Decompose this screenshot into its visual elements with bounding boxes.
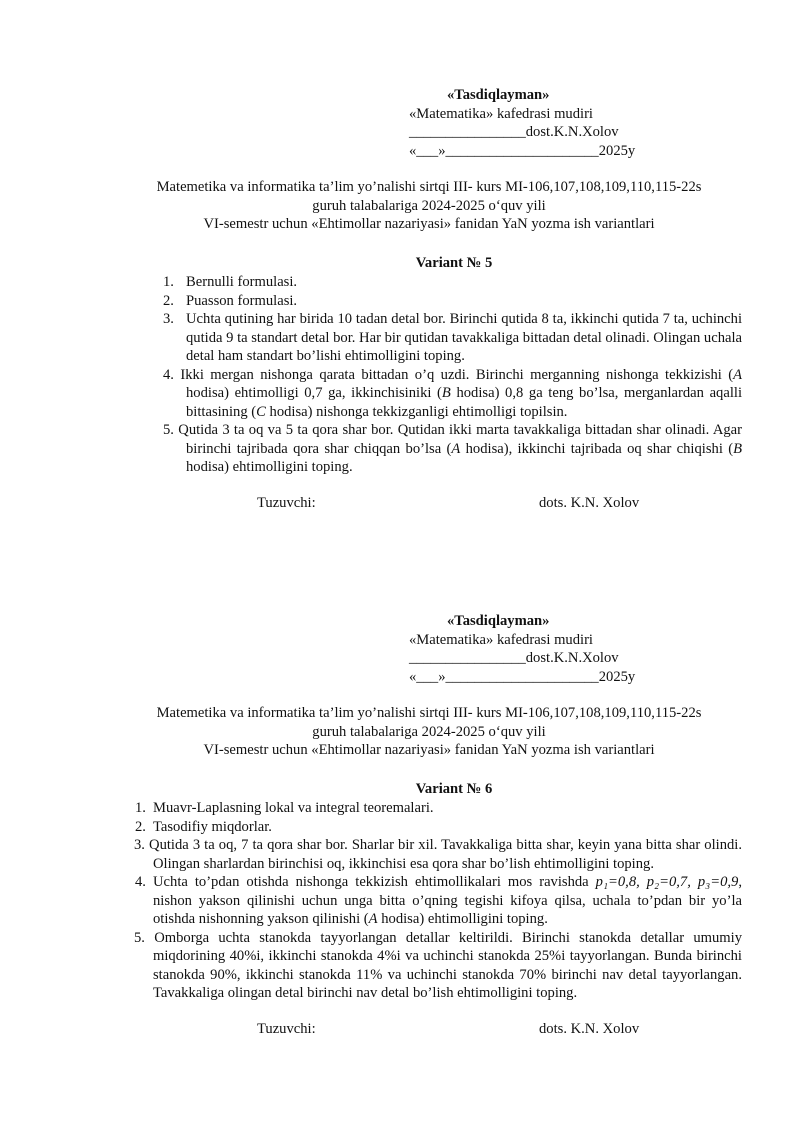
task-text: Uchta to’pdan otishda nishonga tekkizish ehtimollikalari mos ravishda p₁=0,8, p₂=0,7, p₃=0,9, nishon yakson qilinishi uchun unga bitta o’qning tegishi kifoya qilsa, uchala to’pdan bir yo’la otishda nishonning yakson qilinishi (A hodisa) ehtimolligini toping. bbox=[153, 874, 742, 927]
task-number: 5. bbox=[134, 929, 145, 946]
task-text: Uchta qutining har birida 10 tadan detal bor. Birinchi qutida 8 ta, ikkinchi qutida 7 ta, uchinchi qutida 9 ta standart detal bor. Har bir qutidan tavakkaliga bittadan detal olinadi. Olingan uchala detal ham standart bo’lishi ehtimolligini toping. bbox=[186, 311, 743, 364]
heading-line-1: Matemetika va informatika ta’lim yo’nalishi sirtqi III- kurs MI-106,107,108,109,110,115-22s bbox=[156, 179, 702, 195]
task-item bbox=[0, 310, 800, 366]
approval-date-line: «___»_____________________2025y bbox=[409, 142, 636, 159]
task-number: 2. bbox=[163, 292, 174, 309]
author-label: Tuzuvchi: bbox=[257, 1021, 316, 1037]
heading-line-2: guruh talabalariga 2024-2025 o‘quv yili bbox=[312, 197, 546, 214]
task-item bbox=[0, 818, 800, 837]
author-name: dots. K.N. Xolov bbox=[539, 1021, 640, 1037]
task-number: 4. bbox=[135, 874, 146, 890]
task-item bbox=[0, 873, 800, 929]
author-label: Tuzuvchi: bbox=[257, 495, 316, 511]
task-list bbox=[0, 273, 800, 477]
variant-title: Variant № 6 bbox=[415, 781, 493, 797]
approval-stamp bbox=[409, 612, 709, 686]
task-text: Bernulli formulasi. bbox=[186, 274, 298, 290]
approval-signature-line: ________________dost.K.N.Xolov bbox=[409, 124, 619, 140]
approval-title: «Tasdiqlayman» bbox=[447, 87, 550, 103]
approval-stamp bbox=[409, 86, 709, 160]
task-item bbox=[0, 421, 800, 477]
task-item bbox=[0, 292, 800, 311]
task-text: 5. Qutida 3 ta oq va 5 ta qora shar bor. Qutidan ikki marta tavakkaliga bittadan shar olinadi. Agar birinchi tajribada qora shar chiqqan bo’lsa (A hodisa), ikkinchi tajribada oq shar chiqishi (B hodisa) ehtimolligini toping. bbox=[163, 422, 742, 475]
task-text: Puasson formulasi. bbox=[186, 292, 298, 309]
task-text: 4. Ikki mergan nishonga qarata bittadan o’q uzdi. Birinchi merganning nishonga tekkizishi (A hodisa) ehtimolligi 0,7 ga, ikkinchisiniki (B hodisa) 0,8 ga teng bo’lsa, merganlardan aqalli bittasining (C hodisa) nishonga tekkizganligi ehtimolligi topilsin. bbox=[163, 366, 742, 420]
approval-department: «Matematika» kafedrasi mudiri bbox=[409, 631, 593, 648]
task-item bbox=[0, 799, 800, 818]
task-list bbox=[0, 799, 800, 1003]
heading-line-2: guruh talabalariga 2024-2025 o‘quv yili bbox=[312, 723, 546, 740]
task-number: 3. bbox=[134, 837, 145, 853]
approval-title: «Tasdiqlayman» bbox=[447, 613, 550, 629]
document-heading bbox=[0, 704, 800, 760]
task-number: 1. bbox=[163, 274, 174, 290]
task-number: 3. bbox=[163, 311, 174, 327]
task-item bbox=[0, 836, 800, 873]
approval-signature-line: ________________dost.K.N.Xolov bbox=[409, 650, 619, 666]
task-text: 3. Qutida 3 ta oq, 7 ta qora shar bor. Sharlar bir xil. Tavakkaliga bitta shar, keyin yana bitta shar olindi. Olingan sharlardan birinchisi oq, ikkinchisi esa qora shar bo’lish ehtimolligini toping. bbox=[134, 837, 742, 872]
task-number: 4. bbox=[163, 366, 174, 383]
task-number: 1. bbox=[135, 800, 146, 816]
approval-department: «Matematika» kafedrasi mudiri bbox=[409, 105, 593, 122]
author-name: dots. K.N. Xolov bbox=[539, 495, 640, 511]
probability-values: p₁=0,8, p₂=0,7, p₃=0,9 bbox=[595, 874, 739, 890]
task-text: 5. Omborga uchta stanokda tayyorlangan detallar keltirildi. Birinchi stanokda detallar umumiy miqdorining 40%i, ikkinchi stanokda 4%i va uchinchi stanokda 25%i tayyorlangan. Bunda birinchi stanokda 90%, ikkinchi stanokda 11% va uchinchi stanokda 70% birinchi nav detal tayyorlangan. Tavakkaliga olingan detal birinchi nav detal bo’lish ehtimolligini toping. bbox=[134, 929, 742, 1001]
task-item bbox=[0, 929, 800, 1003]
task-number: 5. bbox=[163, 422, 174, 438]
approval-date-line: «___»_____________________2025y bbox=[409, 668, 636, 685]
heading-line-3: VI-semestr uchun «Ehtimollar nazariyasi» fanidan YaN yozma ish variantlari bbox=[203, 216, 655, 232]
document-heading bbox=[0, 178, 800, 234]
task-text: Tasodifiy miqdorlar. bbox=[153, 818, 272, 835]
heading-line-1: Matemetika va informatika ta’lim yo’nalishi sirtqi III- kurs MI-106,107,108,109,110,115-22s bbox=[156, 705, 702, 721]
variant-title: Variant № 5 bbox=[415, 255, 493, 271]
task-number: 2. bbox=[135, 818, 146, 835]
heading-line-3: VI-semestr uchun «Ehtimollar nazariyasi» fanidan YaN yozma ish variantlari bbox=[203, 742, 655, 758]
task-text: Muavr-Laplasning lokal va integral teoremalari. bbox=[153, 800, 434, 816]
task-item bbox=[0, 273, 800, 292]
task-item bbox=[0, 366, 800, 422]
